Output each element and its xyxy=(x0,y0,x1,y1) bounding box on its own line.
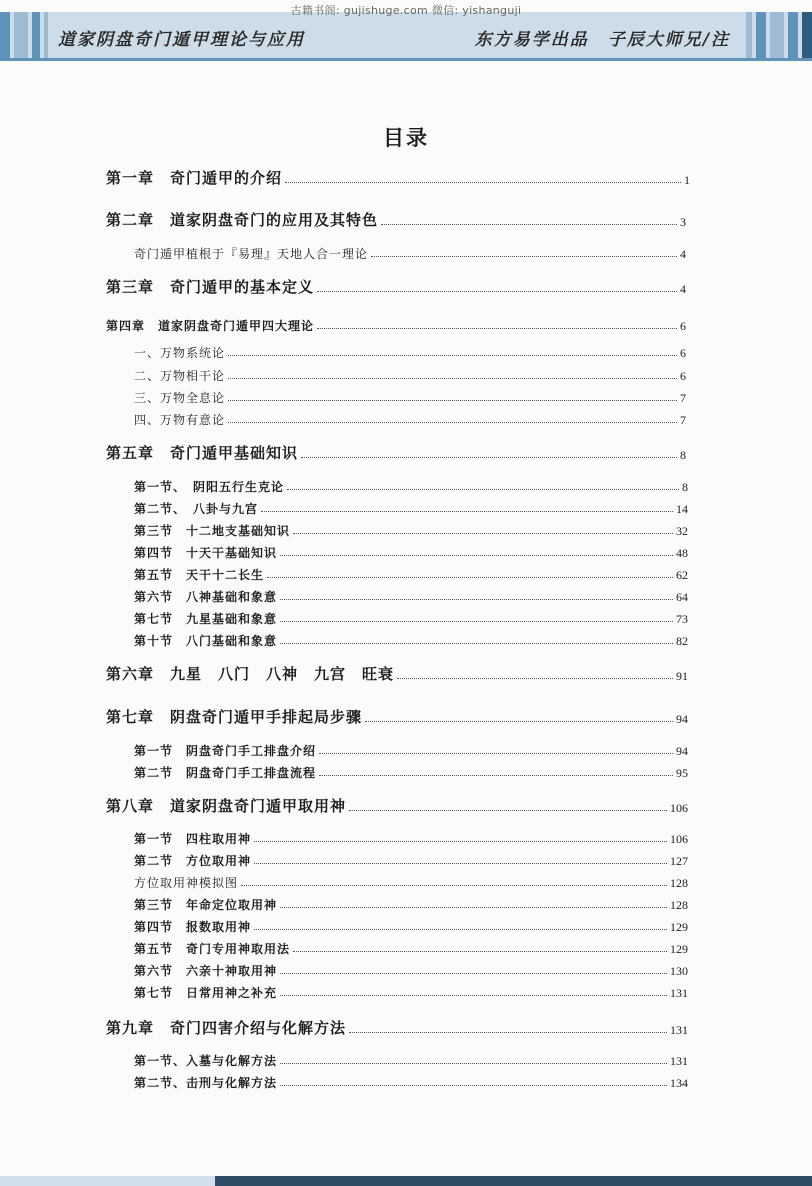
leader-dots xyxy=(381,224,677,225)
leader-dots xyxy=(349,810,667,811)
leader-dots xyxy=(365,721,673,722)
toc-entry-page: 95 xyxy=(676,766,688,780)
toc-entry-label: 第三节 年命定位取用神 xyxy=(134,898,278,912)
toc-entry-page: 3 xyxy=(680,215,686,229)
toc-entry-page: 8 xyxy=(682,480,688,494)
leader-dots xyxy=(371,256,677,257)
header-stripe xyxy=(788,12,798,58)
toc-entry-label: 第七节 九星基础和象意 xyxy=(134,612,278,626)
toc-entry-page: 129 xyxy=(670,920,688,934)
toc-entry-label: 第二章 道家阴盘奇门的应用及其特色 xyxy=(106,211,379,229)
toc-entry-page: 128 xyxy=(670,898,688,912)
toc-entry-page: 94 xyxy=(676,712,688,726)
toc-entry-label: 第六节 六亲十神取用神 xyxy=(134,964,278,978)
header-stripe xyxy=(0,12,10,58)
toc-entry-page: 32 xyxy=(676,524,688,538)
leader-dots xyxy=(241,885,667,886)
toc-entry-page: 48 xyxy=(676,546,688,560)
toc-entry-label: 二、万物相干论 xyxy=(134,369,226,383)
leader-dots xyxy=(254,863,667,864)
toc-entry-label: 第九章 奇门四害介绍与化解方法 xyxy=(106,1019,347,1037)
footer-accent xyxy=(0,1176,215,1186)
toc-entry-page: 7 xyxy=(680,413,686,427)
leader-dots xyxy=(280,621,673,622)
toc-entry-page: 7 xyxy=(680,391,686,405)
toc-entry-label: 第十节 八门基础和象意 xyxy=(134,634,278,648)
toc-entry[interactable] xyxy=(106,320,686,332)
toc-entry-page: 127 xyxy=(670,854,688,868)
toc-entry-label: 第五章 奇门遁甲基础知识 xyxy=(106,444,299,462)
toc-entry-page: 131 xyxy=(670,1054,688,1068)
leader-dots xyxy=(280,995,667,996)
toc-entry[interactable] xyxy=(134,965,688,977)
header-stripe xyxy=(44,12,48,58)
toc-entry[interactable] xyxy=(106,799,688,814)
toc-entry-page: 6 xyxy=(680,369,686,383)
toc-entry-page: 131 xyxy=(670,986,688,1000)
toc-entry-label: 第四节 报数取用神 xyxy=(134,920,252,934)
toc-entry[interactable] xyxy=(134,392,686,404)
toc-entry-label: 第三节 十二地支基础知识 xyxy=(134,524,291,538)
publisher-credit: 东方易学出品 子辰大师兄/注 xyxy=(474,30,730,50)
toc-entry-page: 4 xyxy=(680,247,686,261)
toc-entry[interactable] xyxy=(106,280,686,295)
toc-entry-label: 第一节、 阴阳五行生克论 xyxy=(134,480,285,494)
toc-entry[interactable] xyxy=(134,943,688,955)
toc-entry-page: 134 xyxy=(670,1076,688,1090)
header-stripe xyxy=(756,12,766,58)
toc-entry[interactable] xyxy=(134,1077,688,1089)
toc-entry[interactable] xyxy=(134,481,688,493)
header-stripe xyxy=(770,12,784,58)
toc-entry-label: 第一节、入墓与化解方法 xyxy=(134,1054,278,1068)
toc-entry-label: 第五节 奇门专用神取用法 xyxy=(134,942,291,956)
toc-entry-label: 第四节 十天干基础知识 xyxy=(134,546,278,560)
toc-entry[interactable] xyxy=(134,503,688,515)
toc-entry[interactable] xyxy=(106,171,690,186)
leader-dots xyxy=(317,291,677,292)
toc-entry-page: 6 xyxy=(680,346,686,360)
leader-dots xyxy=(228,422,677,423)
page-header xyxy=(0,12,812,61)
toc-entry-label: 三、万物全息论 xyxy=(134,391,226,405)
toc-entry[interactable] xyxy=(134,370,686,382)
leader-dots xyxy=(228,400,677,401)
toc-entry-label: 第二节 阴盘奇门手工排盘流程 xyxy=(134,766,317,780)
header-stripe xyxy=(802,12,812,58)
toc-entry-label: 第二节、 八卦与九宫 xyxy=(134,502,259,516)
watermark-text: 古籍书阁: gujishuge.com 微信: yishanguji xyxy=(290,4,522,17)
header-stripe xyxy=(746,12,752,58)
toc-entry-page: 128 xyxy=(670,876,688,890)
toc-entry-label: 四、万物有意论 xyxy=(134,413,226,427)
toc-entry[interactable] xyxy=(134,833,688,845)
leader-dots xyxy=(280,555,673,556)
toc-entry-label: 第二节、击刑与化解方法 xyxy=(134,1076,278,1090)
leader-dots xyxy=(228,355,677,356)
leader-dots xyxy=(254,841,667,842)
leader-dots xyxy=(261,511,673,512)
toc-entry[interactable] xyxy=(134,745,688,757)
toc-entry-label: 第六节 八神基础和象意 xyxy=(134,590,278,604)
toc-entry[interactable] xyxy=(134,1055,688,1067)
leader-dots xyxy=(397,678,673,679)
leader-dots xyxy=(254,929,667,930)
toc-entry[interactable] xyxy=(106,213,686,228)
leader-dots xyxy=(349,1032,667,1033)
toc-entry[interactable] xyxy=(134,921,688,933)
leader-dots xyxy=(319,753,673,754)
toc-entry[interactable] xyxy=(134,547,688,559)
book-title: 道家阴盘奇门遁甲理论与应用 xyxy=(58,30,305,50)
toc-entry[interactable] xyxy=(134,347,686,359)
leader-dots xyxy=(280,1085,667,1086)
leader-dots xyxy=(280,973,667,974)
toc-entry-label: 第一节 四柱取用神 xyxy=(134,832,252,846)
toc-entry-page: 130 xyxy=(670,964,688,978)
toc-entry-page: 14 xyxy=(676,502,688,516)
toc-entry-page: 106 xyxy=(670,801,688,815)
toc-entry-label: 第三章 奇门遁甲的基本定义 xyxy=(106,278,315,296)
leader-dots xyxy=(293,533,673,534)
toc-entry-page: 1 xyxy=(684,173,690,187)
toc-entry-page: 8 xyxy=(680,448,686,462)
toc-entry[interactable] xyxy=(106,446,686,461)
toc-entry-page: 4 xyxy=(680,282,686,296)
toc-entry[interactable] xyxy=(134,987,688,999)
toc-entry-label: 第八章 道家阴盘奇门遁甲取用神 xyxy=(106,797,347,815)
toc-entry[interactable] xyxy=(106,710,688,725)
leader-dots xyxy=(287,489,679,490)
footer-bar xyxy=(0,1176,812,1186)
toc-entry-page: 91 xyxy=(676,669,688,683)
toc-entry[interactable] xyxy=(134,525,688,537)
leader-dots xyxy=(280,907,667,908)
toc-entry[interactable] xyxy=(106,1021,688,1036)
leader-dots xyxy=(317,328,677,329)
leader-dots xyxy=(280,599,673,600)
toc-entry-page: 94 xyxy=(676,744,688,758)
toc-entry-page: 64 xyxy=(676,590,688,604)
leader-dots xyxy=(280,643,673,644)
toc-entry-page: 106 xyxy=(670,832,688,846)
toc-entry-page: 131 xyxy=(670,1023,688,1037)
toc-entry[interactable] xyxy=(134,899,688,911)
toc-entry-label: 第一章 奇门遁甲的介绍 xyxy=(106,169,283,187)
leader-dots xyxy=(285,182,681,183)
header-stripe xyxy=(14,12,28,58)
leader-dots xyxy=(280,1063,667,1064)
toc-entry-label: 第七章 阴盘奇门遁甲手排起局步骤 xyxy=(106,708,363,726)
toc-entry-label: 第一节 阴盘奇门手工排盘介绍 xyxy=(134,744,317,758)
toc-entry-label: 奇门遁甲植根于『易理』天地人合一理论 xyxy=(134,247,369,261)
leader-dots xyxy=(228,378,677,379)
toc-entry[interactable] xyxy=(134,767,688,779)
toc-entry-page: 129 xyxy=(670,942,688,956)
toc-entry-label: 第二节 方位取用神 xyxy=(134,854,252,868)
toc-entry[interactable] xyxy=(134,855,688,867)
toc-entry-label: 第四章 道家阴盘奇门遁甲四大理论 xyxy=(106,319,315,333)
toc-title: 目录 xyxy=(383,126,429,150)
leader-dots xyxy=(267,577,673,578)
toc-entry-label: 第五节 天干十二长生 xyxy=(134,568,265,582)
toc-entry-label: 一、万物系统论 xyxy=(134,346,226,360)
toc-entry-label: 方位取用神模拟图 xyxy=(134,876,239,890)
toc-entry-page: 73 xyxy=(676,612,688,626)
toc-entry[interactable] xyxy=(134,248,686,260)
leader-dots xyxy=(301,457,677,458)
toc-entry-label: 第七节 日常用神之补充 xyxy=(134,986,278,1000)
toc-entry-page: 62 xyxy=(676,568,688,582)
toc-entry-page: 6 xyxy=(680,319,686,333)
toc-entry[interactable] xyxy=(106,667,688,682)
toc-entry-page: 82 xyxy=(676,634,688,648)
leader-dots xyxy=(293,951,667,952)
leader-dots xyxy=(319,775,673,776)
header-stripe xyxy=(32,12,40,58)
toc-entry[interactable] xyxy=(134,414,686,426)
toc-entry[interactable] xyxy=(134,569,688,581)
toc-entry-label: 第六章 九星 八门 八神 九宫 旺衰 xyxy=(106,665,395,683)
toc-entry[interactable] xyxy=(134,591,688,603)
toc-entry[interactable] xyxy=(134,635,688,647)
toc-entry[interactable] xyxy=(134,877,688,889)
toc-entry[interactable] xyxy=(134,613,688,625)
